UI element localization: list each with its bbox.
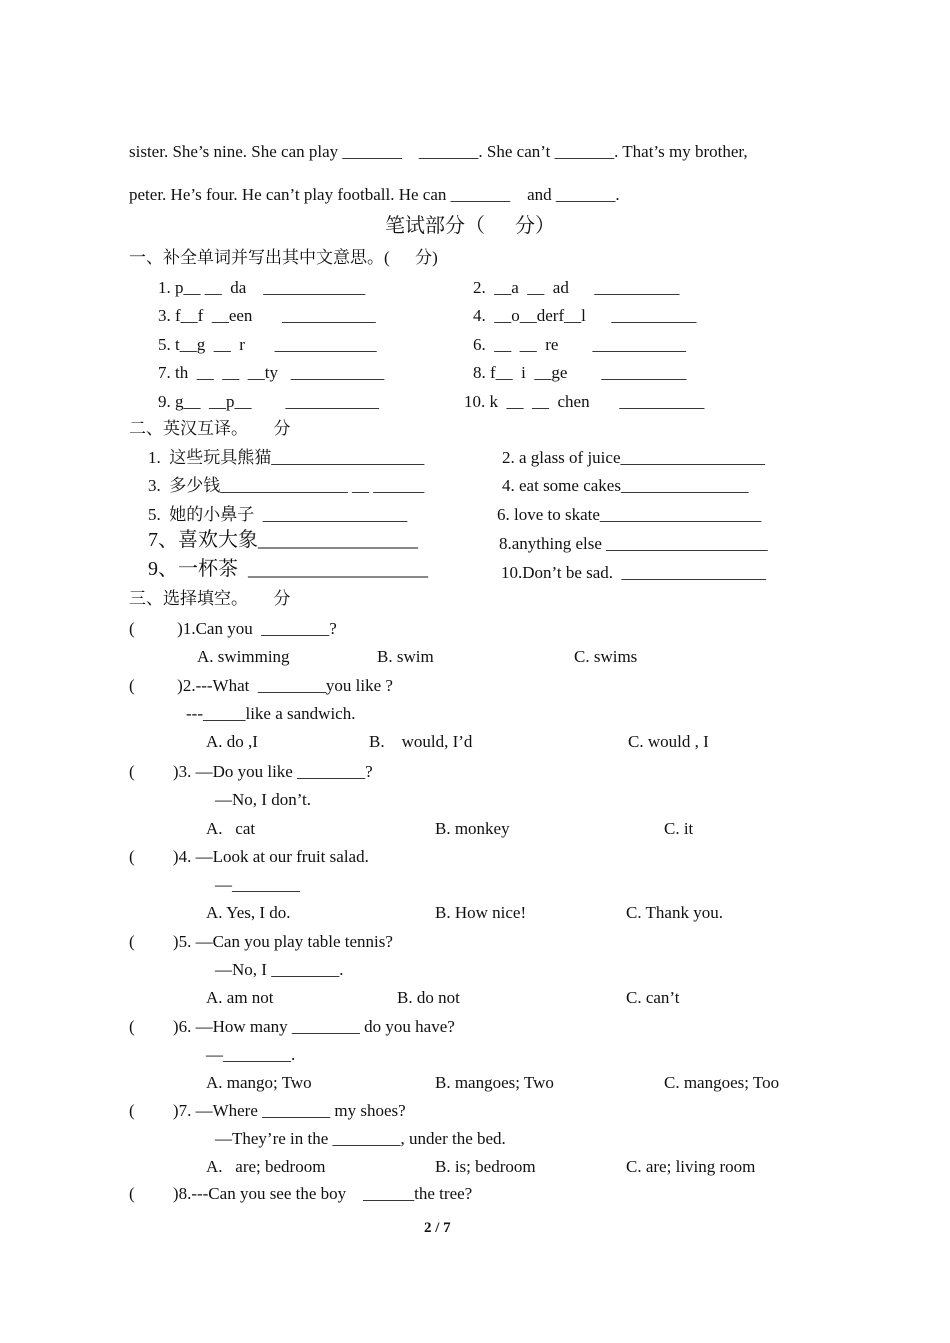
option-b: B. monkey [435, 819, 510, 838]
passage-line-1: sister. She’s nine. She can play _______ _______. She can’t _______. That’s my brother, [129, 142, 748, 161]
option-a: A. am not [206, 988, 274, 1007]
option-a: A. cat [206, 819, 256, 838]
part2-item: 6. love to skate___________________ [497, 505, 762, 524]
part1-item: 3. f__f __een ___________ [158, 306, 376, 325]
option-b: B. mangoes; Two [435, 1073, 554, 1092]
question-line: —________. [206, 1045, 296, 1064]
part2-item: 8.anything else ___________________ [499, 534, 768, 553]
page-number: 2 / 7 [424, 1220, 451, 1236]
option-b: B. is; bedroom [435, 1157, 536, 1176]
question-line: —No, I ________. [215, 960, 344, 979]
part1-item: 8. f__ i __ge __________ [473, 363, 687, 382]
part1-item: 7. th __ __ __ty ___________ [158, 363, 385, 382]
option-c: C. mangoes; Too [664, 1073, 780, 1092]
question-2: ( )2.---What ________you like ? [129, 676, 393, 695]
passage-line-2: peter. He’s four. He can’t play football. He can _______ and _______. [129, 185, 620, 204]
option-c: C. would , I [628, 732, 709, 751]
question-5: ( )5. —Can you play table tennis? [129, 932, 393, 951]
question-4: ( )4. —Look at our fruit salad. [129, 847, 369, 866]
part1-item: 1. p__ __ da ____________ [158, 278, 366, 297]
question-3: ( )3. —Do you like ________? [129, 762, 373, 781]
option-b: B. How nice! [435, 903, 527, 922]
question-line: ---_____like a sandwich. [186, 704, 356, 723]
part1-item: 2. __a __ ad __________ [473, 278, 680, 297]
question-line: —They’re in the ________, under the bed. [215, 1129, 506, 1148]
section-title: 笔试部分（ 分） [385, 215, 555, 237]
option-a: A. mango; Two [206, 1073, 312, 1092]
option-a: A. are; bedroom [206, 1157, 326, 1176]
question-line: —________ [215, 875, 300, 894]
part1-item: 4. __o__derf__l __________ [473, 306, 697, 325]
part2-item: 4. eat some cakes_______________ [502, 476, 749, 495]
part1-item: 5. t__g __ r ____________ [158, 335, 377, 354]
option-b: B. would, I’d [369, 732, 473, 751]
option-a: A. do ,I [206, 732, 258, 751]
option-b: B. do not [397, 988, 460, 1007]
part1-item: 6. __ __ re ___________ [473, 335, 686, 354]
question-1: ( )1.Can you ________? [129, 619, 337, 638]
question-8: ( )8.---Can you see the boy ______the tree? [129, 1184, 473, 1203]
part1-item: 9. g__ __p__ ___________ [158, 392, 379, 411]
part2-item: 10.Don’t be sad. _________________ [501, 563, 767, 582]
part2-item: 5. 她的小鼻子 _________________ [148, 505, 408, 524]
option-c: C. swims [574, 647, 638, 666]
part1-item: 10. k __ __ chen __________ [464, 392, 705, 411]
option-c: C. can’t [626, 988, 680, 1007]
option-a: A. swimming [197, 647, 290, 666]
question-line: —No, I don’t. [215, 790, 312, 809]
part1-heading: 一、补全单词并写出其中文意思。( 分) [129, 248, 438, 267]
part2-item: 2. a glass of juice_________________ [502, 448, 765, 467]
part2-item: 7、喜欢大象________________ [148, 529, 418, 551]
part2-item: 3. 多少钱_______________ __ ______ [148, 476, 425, 495]
part2-item: 9、一杯茶 __________________ [148, 558, 428, 580]
option-b: B. swim [377, 647, 434, 666]
option-c: C. Thank you. [626, 903, 723, 922]
option-a: A. Yes, I do. [206, 903, 291, 922]
question-7: ( )7. —Where ________ my shoes? [129, 1101, 406, 1120]
question-6: ( )6. —How many ________ do you have? [129, 1017, 455, 1036]
part3-heading: 三、选择填空。 分 [129, 589, 291, 608]
option-c: C. are; living room [626, 1157, 756, 1176]
option-c: C. it [664, 819, 694, 838]
part2-item: 1. 这些玩具熊猫__________________ [148, 448, 425, 467]
part2-heading: 二、英汉互译。 分 [129, 419, 291, 438]
